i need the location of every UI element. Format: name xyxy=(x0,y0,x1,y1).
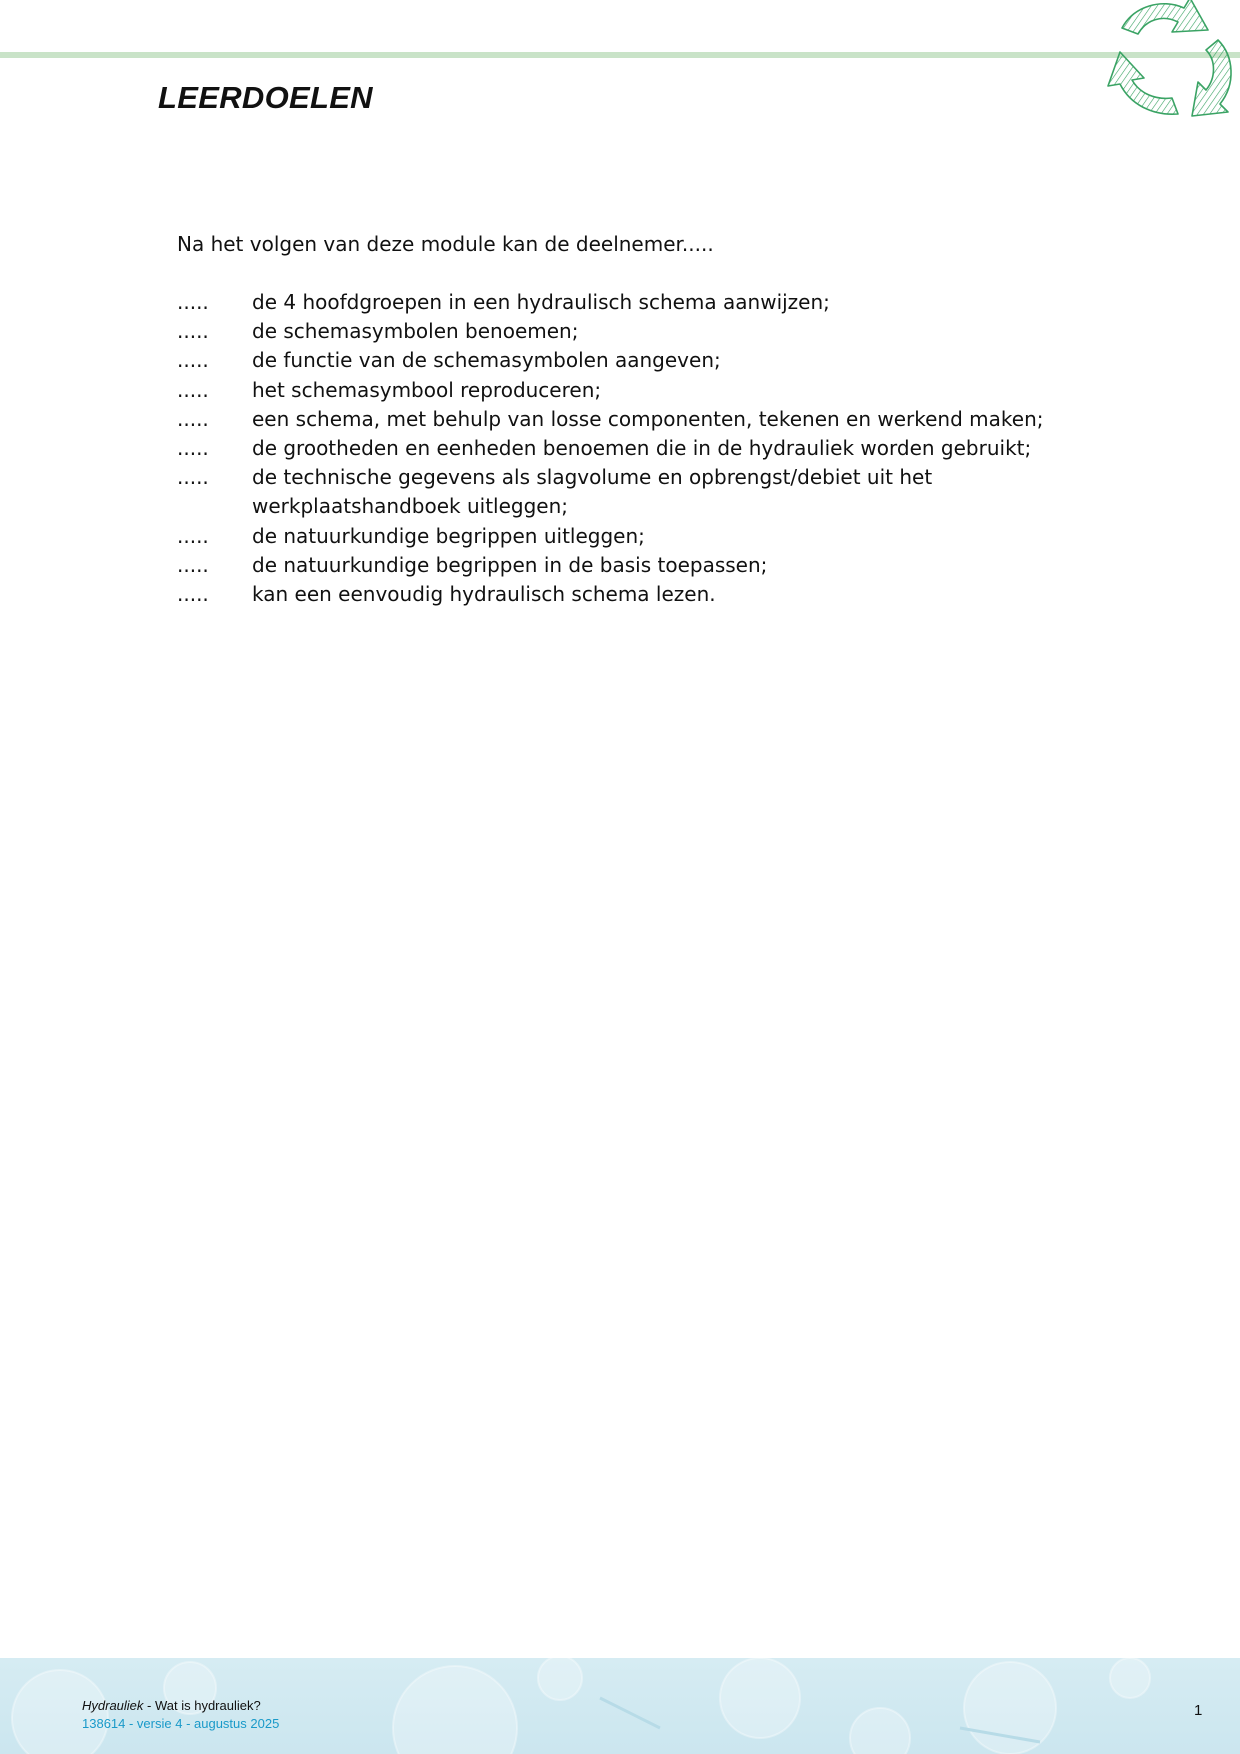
footer-course-title: Hydrauliek xyxy=(82,1698,144,1713)
objective-text: de natuurkundige begrippen uitleggen; xyxy=(252,523,645,548)
page-number: 1 xyxy=(1194,1702,1203,1719)
list-marker: ..... xyxy=(177,377,209,402)
list-marker: ..... xyxy=(177,348,209,373)
objective-text: kan een eenvoudig hydraulisch schema lezen. xyxy=(252,582,716,607)
list-item xyxy=(177,434,1077,463)
learning-objectives-list xyxy=(177,288,1077,609)
list-item xyxy=(177,346,1077,375)
objective-text: de 4 hoofdgroepen in een hydraulisch schema aanwijzen; xyxy=(252,290,830,314)
list-marker: ..... xyxy=(177,290,209,314)
list-item xyxy=(177,580,1077,609)
header-rule xyxy=(0,52,1240,58)
list-item xyxy=(177,317,1077,346)
list-marker: ..... xyxy=(177,552,209,577)
list-item xyxy=(177,288,1077,317)
recycle-icon xyxy=(1100,0,1240,118)
list-marker: ..... xyxy=(177,582,209,607)
list-item xyxy=(177,376,1077,405)
list-item xyxy=(177,551,1077,580)
list-marker: ..... xyxy=(177,465,209,490)
footer-separator: - xyxy=(143,1698,155,1713)
footer-title xyxy=(82,1698,261,1713)
list-marker: ..... xyxy=(177,319,209,344)
page-title: LEERDOELEN xyxy=(158,80,373,115)
objective-text: de natuurkundige begrippen in de basis toepassen; xyxy=(252,552,768,577)
footer-version: 138614 - versie 4 - augustus 2025 xyxy=(82,1716,280,1731)
objective-text: een schema, met behulp van losse componenten, tekenen en werkend maken; xyxy=(252,406,1044,431)
objective-text: het schemasymbool reproduceren; xyxy=(252,377,602,402)
objective-text: de functie van de schemasymbolen aangeven; xyxy=(252,348,721,373)
objective-text: de grootheden en eenheden benoemen die in de hydrauliek worden gebruikt; xyxy=(252,436,1032,461)
objective-text: de technische gegevens als slagvolume en opbrengst/debiet uit het werkplaatshandboek uitleggen; xyxy=(252,465,933,519)
objective-text: de schemasymbolen benoemen; xyxy=(252,319,579,344)
list-marker: ..... xyxy=(177,523,209,548)
list-marker: ..... xyxy=(177,406,209,431)
footer-module-title: Wat is hydrauliek? xyxy=(154,1698,261,1713)
page-footer xyxy=(0,1658,1240,1754)
list-item xyxy=(177,463,1077,521)
list-item xyxy=(177,405,1077,434)
list-item xyxy=(177,522,1077,551)
intro-text: Na het volgen van deze module kan de deelnemer..... xyxy=(177,232,714,256)
list-marker: ..... xyxy=(177,436,209,461)
